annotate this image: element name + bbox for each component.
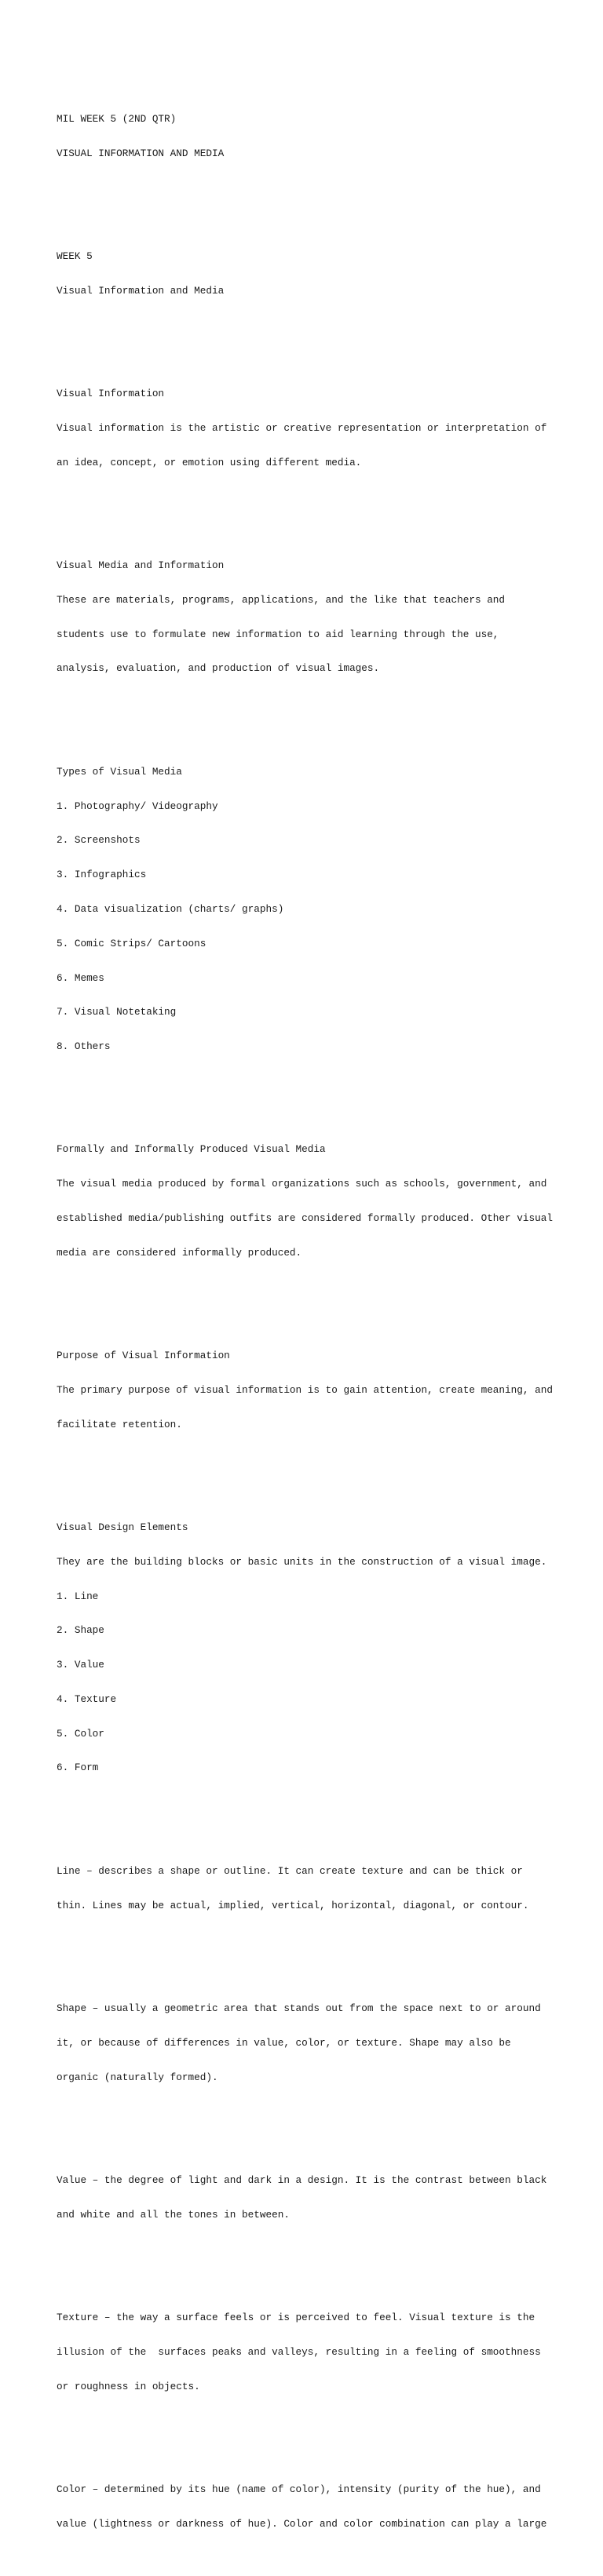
paragraph-line: Texture – the way a surface feels or is perceived to feel. Visual texture is the bbox=[57, 2311, 535, 2323]
paragraph-line: facilitate retention. bbox=[57, 1418, 182, 1430]
section-visual-design-elements bbox=[57, 1499, 559, 1797]
paragraph-line: or roughness in objects. bbox=[57, 2380, 200, 2392]
list-item: 8. Others bbox=[57, 1040, 111, 1053]
paragraph-line: The primary purpose of visual information is to gain attention, create meaning, and bbox=[57, 1383, 553, 1396]
paragraph-line: media are considered informally produced. bbox=[57, 1246, 302, 1259]
list-item: 3. Infographics bbox=[57, 869, 147, 881]
week-topic: Visual Information and Media bbox=[57, 284, 225, 297]
section-heading: Visual Media and Information bbox=[57, 559, 225, 572]
section-visual-media-and-information bbox=[57, 537, 559, 698]
paragraph-line: and white and all the tones in between. bbox=[57, 2208, 290, 2221]
paragraph-line: They are the building blocks or basic units in the construction of a visual image. bbox=[57, 1555, 547, 1568]
list-item: 1. Photography/ Videography bbox=[57, 800, 218, 812]
paragraph-line: established media/publishing outfits are considered formally produced. Other visual bbox=[57, 1211, 553, 1224]
week-heading-block bbox=[57, 228, 559, 320]
list-item: 7. Visual Notetaking bbox=[57, 1006, 177, 1018]
paragraph-line: Line – describes a shape or outline. It can create texture and can be thick or bbox=[57, 1864, 523, 1877]
paragraph-line: thin. Lines may be actual, implied, vertical, horizontal, diagonal, or contour. bbox=[57, 1899, 529, 1911]
paragraph-line: Color – determined by its hue (name of color), intensity (purity of the hue), and bbox=[57, 2483, 541, 2495]
section-purpose-of-visual-information bbox=[57, 1328, 559, 1454]
list-item: 6. Form bbox=[57, 1762, 99, 1774]
section-heading: Formally and Informally Produced Visual Media bbox=[57, 1143, 326, 1156]
section-visual-information bbox=[57, 366, 559, 492]
definition-texture bbox=[57, 2290, 559, 2416]
list-item: 1. Line bbox=[57, 1590, 99, 1602]
paragraph-line: Shape – usually a geometric area that stands out from the space next to or around bbox=[57, 2002, 541, 2014]
list-item: 4. Data visualization (charts/ graphs) bbox=[57, 902, 284, 915]
section-heading: Visual Information bbox=[57, 388, 165, 400]
paragraph-line: value (lightness or darkness of hue). Color and color combination can play a large bbox=[57, 2517, 547, 2530]
week-label: WEEK 5 bbox=[57, 250, 93, 263]
list-item: 5. Comic Strips/ Cartoons bbox=[57, 937, 206, 949]
list-item: 4. Texture bbox=[57, 1692, 117, 1705]
paragraph-line: organic (naturally formed). bbox=[57, 2071, 218, 2083]
paragraph-line: students use to formulate new information to aid learning through the use, bbox=[57, 628, 499, 640]
paragraph-line: These are materials, programs, applications, and the like that teachers and bbox=[57, 593, 506, 606]
list-item: 3. Value bbox=[57, 1659, 104, 1671]
document-page bbox=[57, 56, 559, 2576]
paragraph-line: it, or because of differences in value, color, or texture. Shape may also be bbox=[57, 2036, 511, 2049]
section-heading: Visual Design Elements bbox=[57, 1521, 188, 1533]
paragraph-line: Value – the degree of light and dark in a design. It is the contrast between black bbox=[57, 2173, 547, 2186]
list-item: 6. Memes bbox=[57, 971, 104, 984]
section-heading: Purpose of Visual Information bbox=[57, 1350, 230, 1362]
section-types-of-visual-media bbox=[57, 744, 559, 1076]
definition-line bbox=[57, 1843, 559, 1935]
course-title: MIL WEEK 5 (2ND QTR) bbox=[57, 112, 177, 125]
paragraph-line: illusion of the surfaces peaks and valleys, resulting in a feeling of smoothness bbox=[57, 2345, 541, 2358]
definition-color bbox=[57, 2461, 559, 2553]
paragraph-line: analysis, evaluation, and production of visual images. bbox=[57, 662, 380, 675]
paragraph-line: Visual information is the artistic or creative representation or interpretation of bbox=[57, 422, 547, 434]
list-item: 2. Screenshots bbox=[57, 834, 141, 847]
section-heading: Types of Visual Media bbox=[57, 765, 182, 778]
list-item: 2. Shape bbox=[57, 1624, 104, 1637]
paragraph-line: an idea, concept, or emotion using different media. bbox=[57, 456, 362, 468]
section-formally-informally-produced bbox=[57, 1121, 559, 1281]
paragraph-line: The visual media produced by formal organizations such as schools, government, and bbox=[57, 1178, 547, 1190]
list-item: 5. Color bbox=[57, 1727, 104, 1740]
definition-value bbox=[57, 2152, 559, 2244]
definition-shape bbox=[57, 1980, 559, 2107]
document-title: VISUAL INFORMATION AND MEDIA bbox=[57, 147, 225, 159]
document-header bbox=[57, 91, 559, 183]
